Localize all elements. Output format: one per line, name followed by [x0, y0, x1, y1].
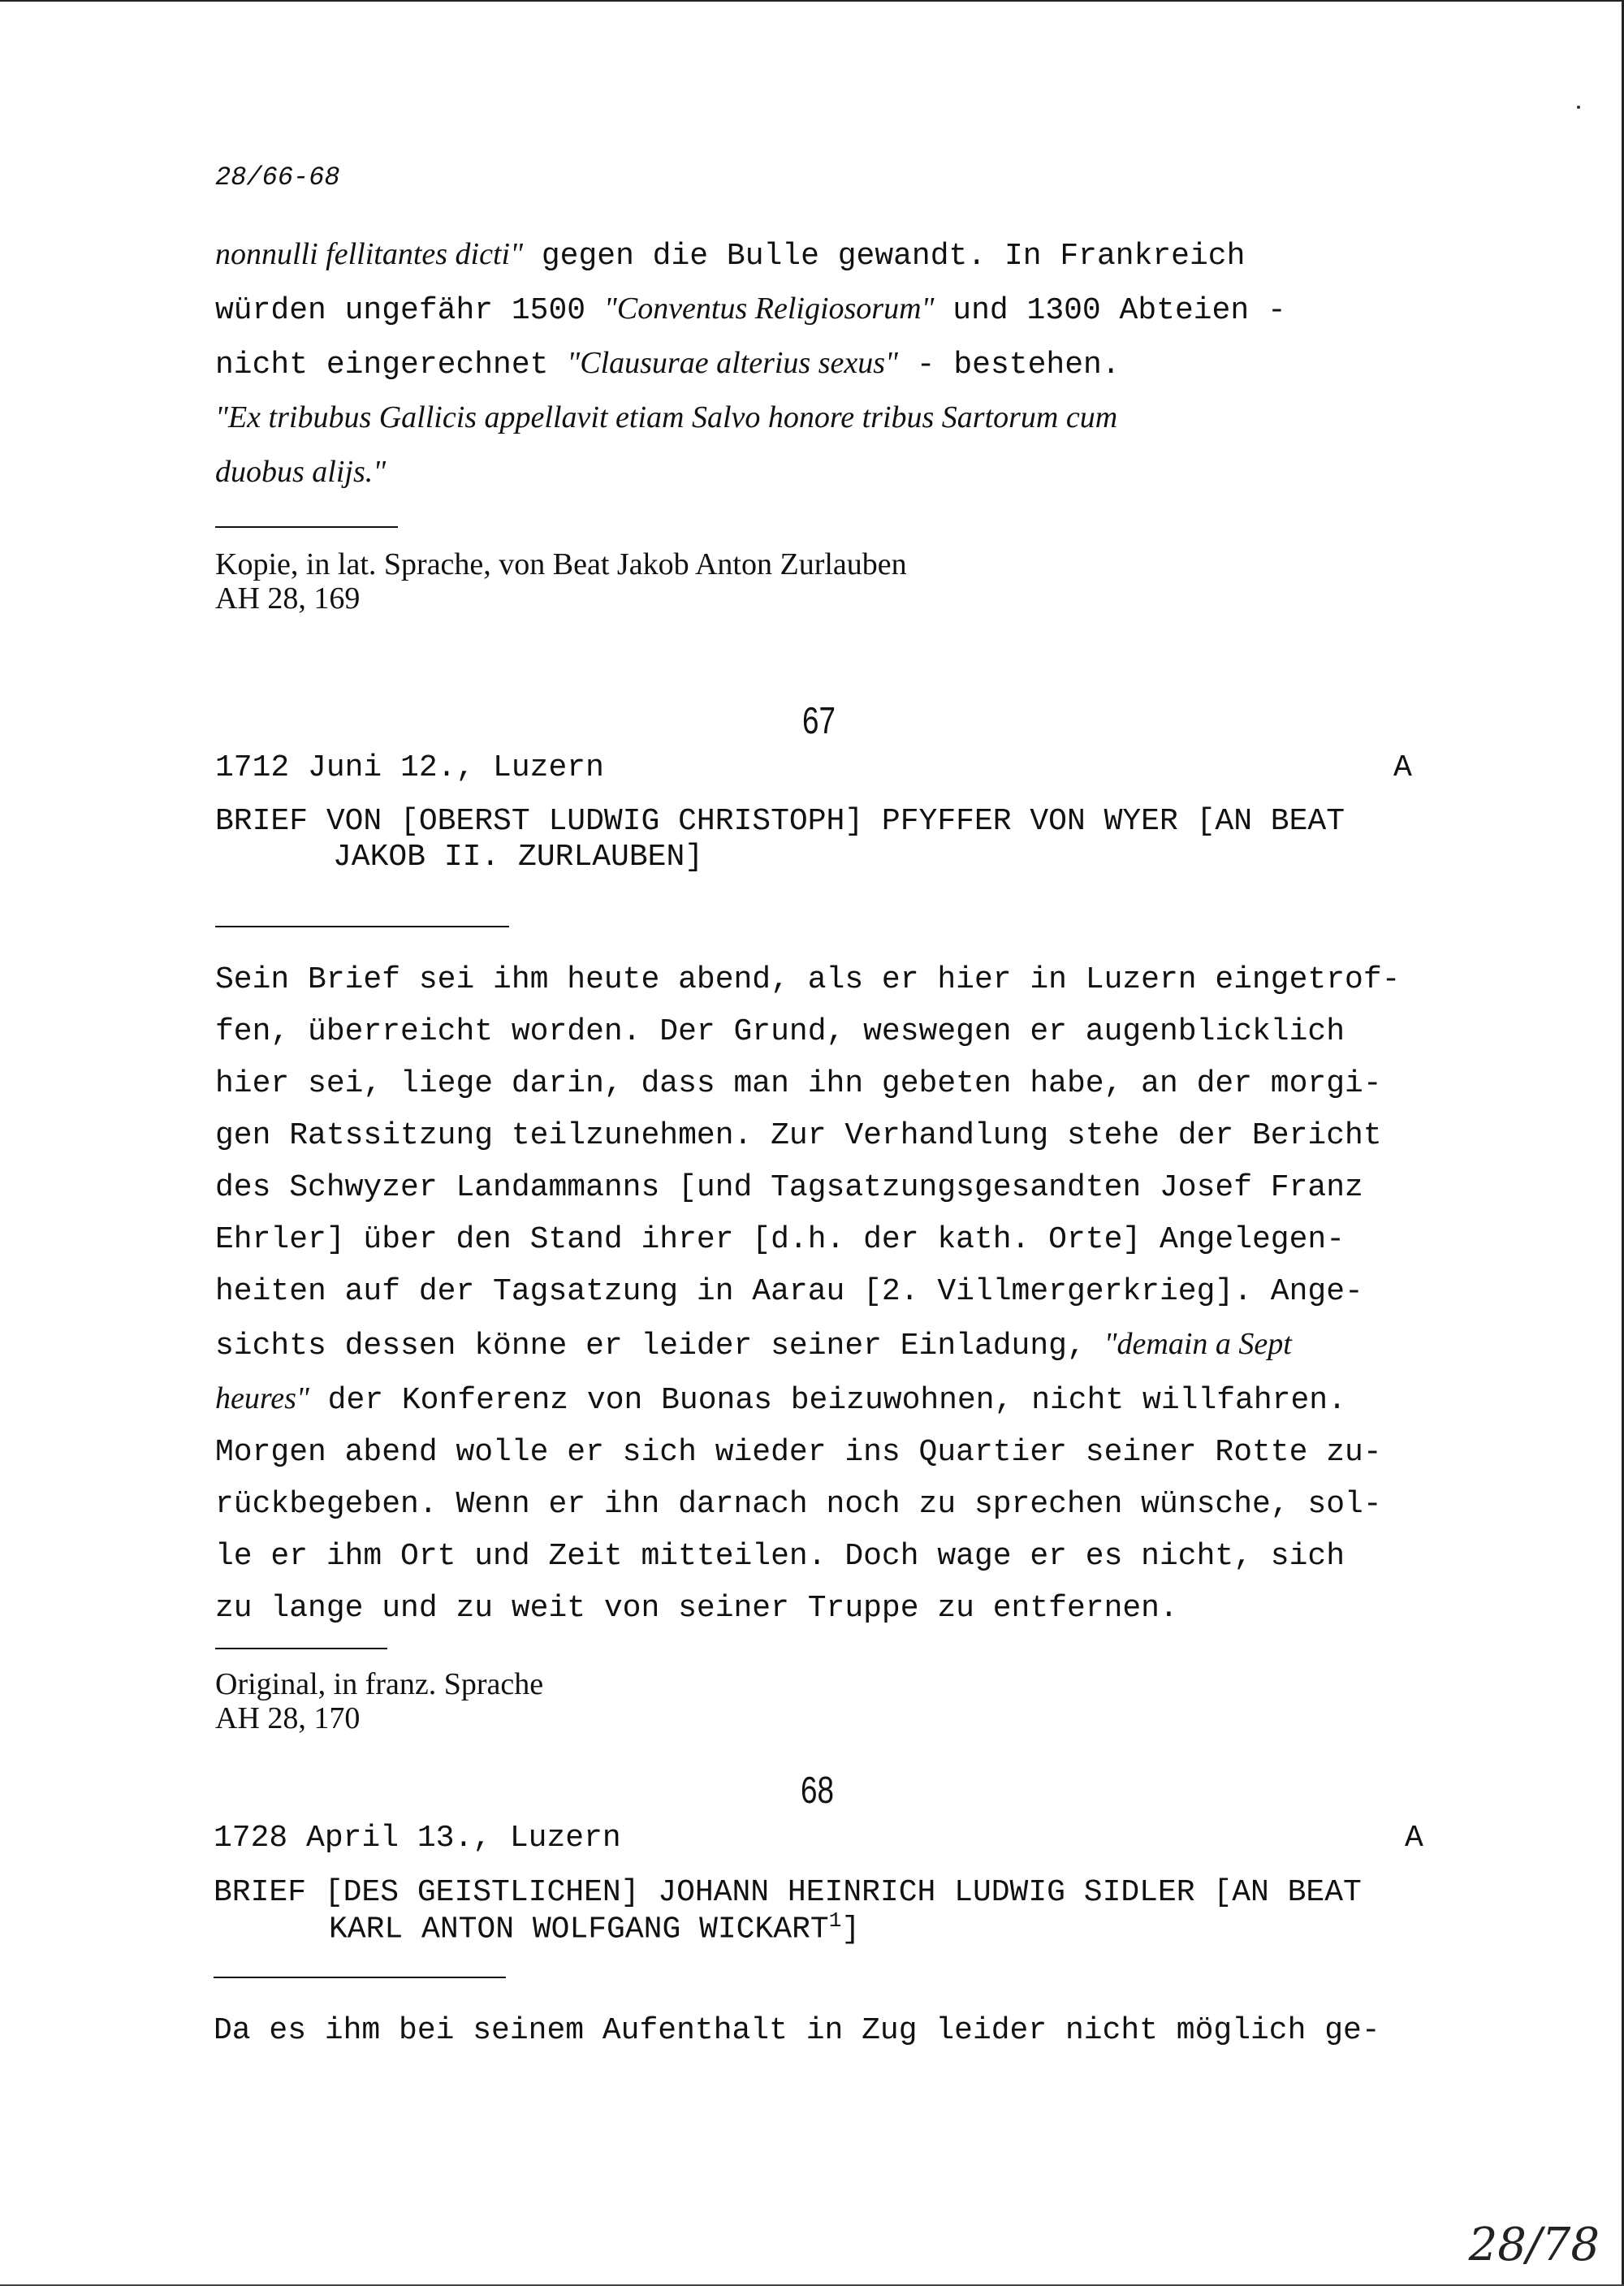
- text-line: [215, 1318, 1400, 1372]
- italic-quotation: heures": [215, 1381, 309, 1415]
- archive-reference: AH 28, 169: [215, 581, 361, 616]
- source-note-169: [215, 547, 907, 616]
- document-title-line-2: JAKOB II. ZURLAUBEN]: [333, 840, 704, 875]
- text-span: Ehrler] über den Stand ihrer [d.h. der kath. Orte] Angelegen-: [215, 1222, 1345, 1257]
- text-line: [215, 1372, 1400, 1427]
- text-span: nicht eingerechnet: [215, 348, 568, 382]
- text-span: der Konferenz von Buonas beizuwohnen, nicht willfahren.: [309, 1383, 1346, 1418]
- text-span: gegen die Bulle gewandt. In Frankreich: [523, 239, 1246, 274]
- text-span: zu lange und zu weit von seiner Truppe zu entfernen.: [215, 1591, 1178, 1626]
- text-line: [215, 954, 1400, 1006]
- document-date-place: 1712 Juni 12., Luzern: [215, 750, 604, 785]
- separator-rule: [214, 1977, 506, 1978]
- scan-border-top: [0, 0, 1622, 2]
- text-line: [215, 283, 1286, 337]
- footnote-marker: 1: [828, 1908, 842, 1933]
- source-line: Original, in franz. Sprache: [215, 1667, 544, 1701]
- document-number-67: 67: [802, 699, 836, 741]
- italic-quotation: nonnulli fellitantes dicti": [215, 237, 524, 271]
- source-line: Kopie, in lat. Sprache, von Beat Jakob Anton Zurlauben: [215, 547, 907, 581]
- document-title-line-1: BRIEF [DES GEISTLICHEN] JOHANN HEINRICH LUDWIG SIDLER [AN BEAT: [214, 1875, 1362, 1910]
- separator-rule: [215, 526, 398, 528]
- scan-speck: [1577, 106, 1580, 109]
- text-span: - bestehen.: [897, 348, 1121, 382]
- text-span: heiten auf der Tagsatzung in Aarau [2. Villmergerkrieg]. Ange-: [215, 1274, 1363, 1309]
- text-span: des Schwyzer Landammanns [und Tagsatzungsgesandten Josef Franz: [215, 1170, 1363, 1205]
- text-span: sichts dessen könne er leider seiner Einladung,: [215, 1329, 1104, 1363]
- text-line: [215, 1427, 1400, 1479]
- text-span: rückbegeben. Wenn er ihn darnach noch zu sprechen wünsche, sol-: [215, 1487, 1382, 1522]
- text-line: [215, 1583, 1400, 1635]
- text-span: Morgen abend wolle er sich wieder ins Quartier seiner Rotte zu-: [215, 1435, 1382, 1470]
- document-date-place: 1728 April 13., Luzern: [214, 1821, 621, 1856]
- page-reference: 28/66-68: [215, 162, 340, 192]
- text-line: [215, 1479, 1400, 1531]
- title-text: KARL ANTON WOLFGANG WICKART: [329, 1912, 829, 1947]
- continuation-paragraph: [215, 228, 1286, 500]
- text-span: le er ihm Ort und Zeit mitteilen. Doch wage er es nicht, sich: [215, 1539, 1345, 1574]
- text-line: [215, 1162, 1400, 1214]
- source-note-170: [215, 1667, 543, 1735]
- text-span: und 1300 Abteien -: [934, 293, 1286, 328]
- document-67-summary: [215, 954, 1400, 1635]
- separator-rule: [215, 926, 509, 927]
- italic-quotation: "Clausurae alterius sexus": [567, 346, 898, 380]
- document-type-marker: A: [1405, 1821, 1423, 1856]
- title-close-bracket: ]: [841, 1912, 861, 1947]
- text-line: [215, 1266, 1400, 1318]
- italic-quotation: duobus alijs.": [215, 455, 387, 489]
- document-title-line-1: BRIEF VON [OBERST LUDWIG CHRISTOPH] PFYFFER VON WYER [AN BEAT: [215, 804, 1345, 839]
- document-type-marker: A: [1393, 750, 1412, 785]
- text-line: [215, 446, 1286, 500]
- italic-quotation: "demain a Sept: [1104, 1327, 1292, 1361]
- text-span: hier sei, liege darin, dass man ihn gebeten habe, an der morgi-: [215, 1066, 1382, 1101]
- text-span: Sein Brief sei ihm heute abend, als er hier in Luzern eingetrof-: [215, 962, 1401, 997]
- italic-quotation: "Ex tribubus Gallicis appellavit etiam Salvo honore tribus Sartorum cum: [215, 400, 1118, 434]
- text-line: [215, 1531, 1400, 1583]
- document-title-line-2: [329, 1908, 860, 1947]
- text-span: gen Ratssitzung teilzunehmen. Zur Verhandlung stehe der Bericht: [215, 1118, 1382, 1153]
- handwritten-page-number: 28/78: [1468, 2219, 1600, 2271]
- text-line: [215, 1058, 1400, 1110]
- separator-rule: [215, 1648, 387, 1649]
- text-span: fen, überreicht worden. Der Grund, weswegen er augenblicklich: [215, 1014, 1345, 1049]
- text-span: würden ungefähr 1500: [215, 293, 604, 328]
- text-line: [215, 1214, 1400, 1266]
- document-68-first-line: Da es ihm bei seinem Aufenthalt in Zug leider nicht möglich ge-: [214, 2013, 1380, 2048]
- text-line: [215, 337, 1286, 391]
- text-line: [215, 228, 1286, 283]
- italic-quotation: "Conventus Religiosorum": [603, 292, 935, 326]
- text-line: [215, 391, 1286, 446]
- text-line: [215, 1110, 1400, 1162]
- text-line: [215, 1006, 1400, 1058]
- archive-reference: AH 28, 170: [215, 1701, 361, 1735]
- document-number-68: 68: [801, 1769, 834, 1811]
